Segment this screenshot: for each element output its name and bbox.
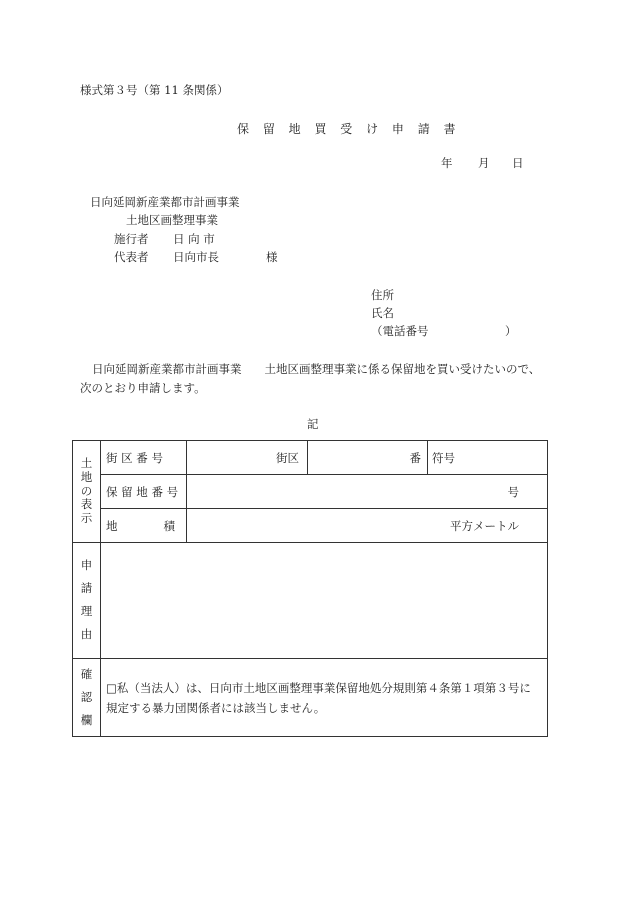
ki-label: 記	[307, 417, 319, 431]
reason-header-char: 由	[80, 626, 93, 641]
phone-label: （電話番号	[371, 324, 429, 338]
confirmation-text[interactable]: □私（当法人）は、日向市土地区画整理事業保留地処分規則第４条第１項第３号に規定する暴力団関係者には該当しません。	[101, 659, 548, 737]
name-label: 氏名	[371, 306, 394, 320]
addressee-project: 日向延岡新産業都市計画事業	[90, 195, 240, 209]
date-year: 年	[441, 156, 453, 170]
reason-header-char: 請	[80, 581, 93, 596]
land-header-char: の	[80, 483, 93, 498]
body-line-1: 日向延岡新産業都市計画事業 土地区画整理事業に係る保留地を買い受けたいので、	[92, 362, 541, 376]
confirmation-header-char: 確	[80, 667, 93, 681]
honorific: 様	[266, 250, 278, 264]
area-label-char: 積	[163, 518, 175, 533]
reason-header	[73, 543, 101, 659]
representative-value: 日向市長	[173, 250, 219, 264]
reason-header-char: 理	[80, 604, 93, 618]
date-day: 日	[512, 156, 524, 170]
area-label-char: 地	[106, 518, 118, 533]
number-unit: 番	[409, 450, 421, 465]
code-label: 符号	[432, 450, 455, 465]
phone-close: ）	[505, 324, 517, 338]
addressee-subproject: 土地区画整理事業	[126, 213, 218, 227]
executor-label: 施行者	[114, 232, 149, 246]
confirmation-header-char: 認	[80, 689, 93, 704]
lot-number-field[interactable]	[308, 441, 428, 475]
confirmation-header-char: 欄	[80, 712, 93, 727]
land-header-char: 土	[80, 456, 93, 470]
date-month: 月	[478, 156, 490, 170]
form-number: 様式第３号（第 11 条関係）	[80, 83, 229, 97]
address-label: 住所	[371, 288, 394, 302]
block-number-label: 街 区 番 号	[101, 441, 187, 475]
reason-header-char: 申	[80, 558, 93, 573]
land-header-char: 地	[80, 469, 93, 484]
area-label	[101, 509, 187, 543]
block-unit: 街区	[276, 450, 299, 465]
reserve-land-number-field[interactable]	[187, 475, 548, 509]
land-header	[73, 441, 101, 543]
reserve-unit: 号	[507, 484, 519, 499]
area-unit: 平方メートル	[450, 518, 519, 533]
representative-label: 代表者	[114, 250, 149, 264]
reserve-land-number-label: 保 留 地 番 号	[101, 475, 187, 509]
area-field[interactable]	[187, 509, 548, 543]
block-number-field[interactable]	[187, 441, 308, 475]
land-header-char: 示	[80, 511, 93, 526]
executor-value: 日 向 市	[173, 232, 215, 246]
confirmation-header	[73, 659, 101, 737]
body-line-2: 次のとおり申請します。	[80, 381, 206, 395]
reason-field[interactable]	[101, 543, 548, 659]
land-header-char: 表	[80, 497, 93, 512]
code-field[interactable]	[428, 441, 548, 475]
application-table	[72, 440, 548, 737]
document-title: 保 留 地 買 受 け 申 請 書	[237, 122, 461, 136]
